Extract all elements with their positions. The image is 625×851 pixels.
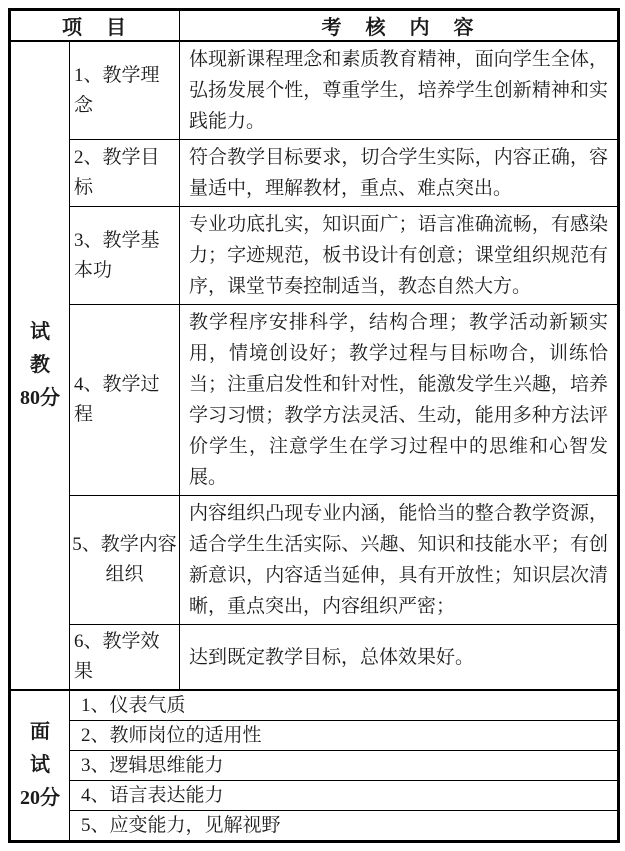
criterion-label-content-organization: 5、教学内容组织 [70, 496, 180, 625]
header-content-column: 考 核 内 容 [180, 10, 619, 42]
interview-category-cell [10, 690, 70, 842]
criterion-content-teaching-goals: 符合教学目标要求，切合学生实际，内容正确，容量适中，理解教材，重点、难点突出。 [180, 140, 619, 207]
criterion-label-teaching-goals: 2、教学目标 [70, 140, 180, 207]
table-row [10, 781, 619, 811]
criterion-label-teaching-effect: 6、教学效果 [70, 625, 180, 691]
trial-category-cell [10, 41, 70, 690]
header-item-column: 项 目 [10, 10, 180, 42]
criterion-label-teaching-concept: 1、教学理念 [70, 41, 180, 140]
criterion-content-teaching-concept: 体现新课程理念和素质教育精神，面向学生全体，弘扬发展个性，尊重学生，培养学生创新精神和实践能力。 [180, 41, 619, 140]
table-row [10, 140, 619, 207]
interview-item-language-expression: 4、语言表达能力 [70, 781, 619, 811]
interview-category-score: 20分 [20, 787, 60, 809]
interview-item-adaptability: 5、应变能力，见解视野 [70, 811, 619, 842]
table-row [10, 625, 619, 691]
criterion-content-content-organization: 内容组织凸现专业内涵，能恰当的整合教学资源，适合学生生活实际、兴趣、知识和技能水平；有创新意识，内容适当延伸，具有开放性；知识层次清晰，重点突出，内容组织严密； [180, 496, 619, 625]
interview-item-suitability: 2、教师岗位的适用性 [70, 721, 619, 751]
interview-item-logical-thinking: 3、逻辑思维能力 [70, 751, 619, 781]
criterion-label-teaching-process: 4、教学过程 [70, 305, 180, 496]
table-row [10, 496, 619, 625]
table-row [10, 721, 619, 751]
interview-category-line-2: 试 [30, 754, 50, 776]
interview-category-line-1: 面 [30, 721, 50, 743]
trial-teaching-section [10, 41, 619, 690]
table-row [10, 207, 619, 305]
table-row [10, 41, 619, 140]
trial-category-score: 80分 [20, 387, 60, 409]
interview-item-appearance: 1、仪表气质 [70, 690, 619, 721]
criterion-content-basic-skills: 专业功底扎实，知识面广；语言准确流畅，有感染力；字迹规范，板书设计有创意；课堂组织规范有序，课堂节奏控制适当，教态自然大方。 [180, 207, 619, 305]
table-header-row [10, 10, 619, 42]
interview-section [10, 690, 619, 842]
table-row [10, 690, 619, 721]
assessment-table [8, 8, 620, 843]
criterion-label-basic-skills: 3、教学基本功 [70, 207, 180, 305]
table-row [10, 811, 619, 842]
table-row [10, 751, 619, 781]
criterion-content-teaching-process: 教学程序安排科学，结构合理；教学活动新颖实用，情境创设好；教学过程与目标吻合，训练恰当；注重启发性和针对性，能激发学生兴趣，培养学习习惯；教学方法灵活、生动，能用多种方法评价学生，注意学生在学习过程中的思维和心智发展。 [180, 305, 619, 496]
table-row [10, 305, 619, 496]
criterion-content-teaching-effect: 达到既定教学目标，总体效果好。 [180, 625, 619, 691]
trial-category-line-1: 试 [30, 321, 50, 343]
trial-category-line-2: 教 [30, 354, 50, 376]
